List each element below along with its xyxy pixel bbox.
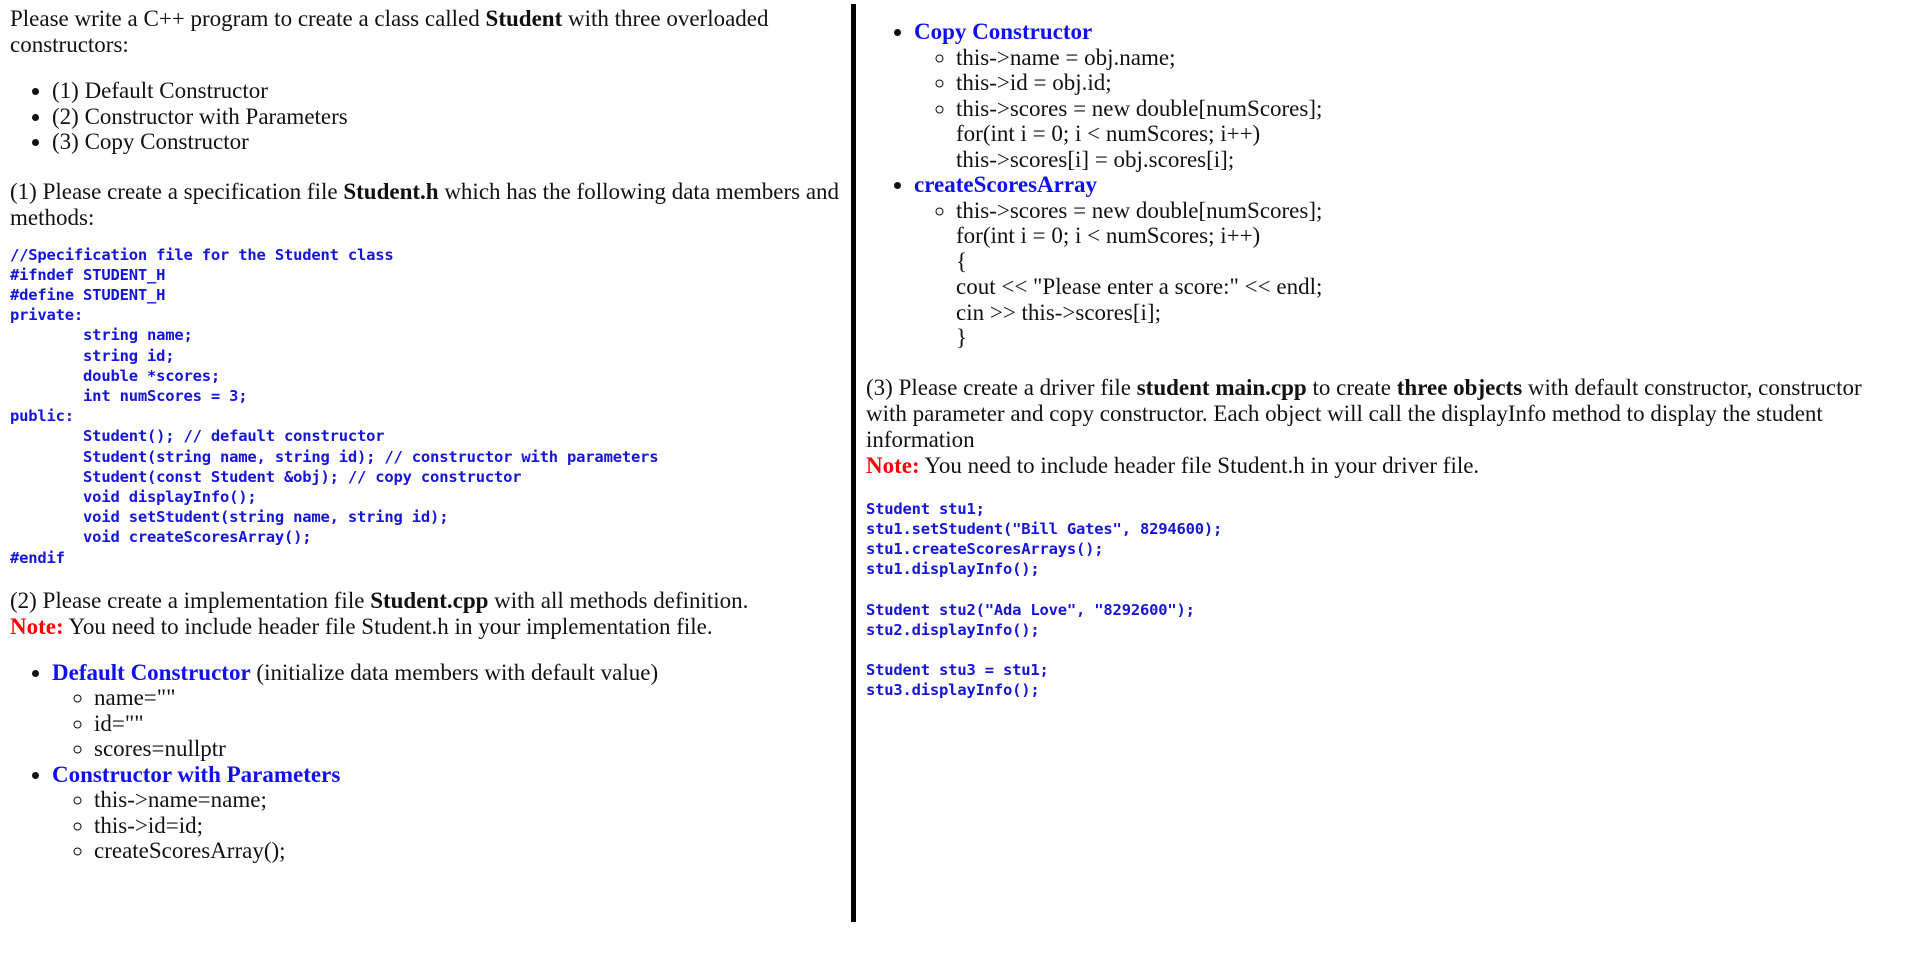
list-item: this->scores[i] = obj.scores[i]; bbox=[956, 146, 1235, 172]
constructor-details-list bbox=[866, 19, 1906, 351]
note-label: Note: bbox=[866, 452, 920, 478]
step1-text: (1) Please create a specification file Student.h which has the following data members and methods: bbox=[10, 178, 840, 230]
right-column bbox=[866, 0, 1906, 701]
list-item: for(int i = 0; i < numScores; i++) bbox=[956, 121, 1261, 146]
param-constructor-title: Constructor with Parameters bbox=[52, 761, 341, 787]
list-item: for(int i = 0; i < numScores; i++) bbox=[956, 223, 1261, 248]
create-scores-title: createScoresArray bbox=[914, 172, 1098, 197]
list-item: ◦ name="" bbox=[94, 685, 850, 711]
list-item: ◦ this->name=name; bbox=[94, 787, 850, 813]
list-item: ◦ this->name = obj.name; bbox=[956, 45, 1906, 71]
intro-text: Please write a C++ program to create a class called Student with three overloaded constructors: bbox=[10, 6, 769, 57]
default-constructor-items bbox=[52, 685, 850, 762]
list-item: • (3) Copy Constructor bbox=[52, 129, 850, 155]
step3-text-line2: with parameter and copy constructor. Each object will call the displayInfo method to display the student information bbox=[866, 400, 1823, 452]
list-item: ◦ id="" bbox=[94, 711, 850, 737]
list-item bbox=[914, 172, 1906, 351]
list-item: ◦ createScoresArray(); bbox=[94, 838, 850, 864]
list-item: • (1) Default Constructor bbox=[52, 78, 850, 104]
copy-constructor-title: Copy Constructor bbox=[914, 19, 1093, 44]
list-item: • Default Constructor (initialize data members with default value) ◦ name="" ◦ id="" ◦ scores=nullptr bbox=[52, 660, 850, 762]
copy-constructor-items bbox=[914, 45, 1906, 173]
column-divider bbox=[851, 4, 856, 922]
step3-text: (3) Please create a driver file student main.cpp to create three objects with default constructor, constructor bbox=[866, 374, 1862, 400]
list-item: ◦ scores=nullptr bbox=[94, 736, 850, 762]
list-item: ◦ this->scores = new double[numScores]; bbox=[956, 96, 1906, 122]
list-item: cin >> this->scores[i]; bbox=[956, 299, 1161, 325]
left-column bbox=[10, 0, 850, 864]
list-item: ◦ this->scores = new double[numScores]; bbox=[956, 198, 1906, 224]
param-constructor-items bbox=[52, 787, 850, 864]
list-item: ◦ this->id=id; bbox=[94, 813, 850, 839]
list-item: ◦ this->id = obj.id; bbox=[956, 70, 1906, 96]
constructor-list bbox=[10, 78, 850, 155]
implementation-list bbox=[10, 660, 850, 864]
list-item: { bbox=[956, 248, 968, 274]
note3-text: Note: You need to include header file Student.h in your driver file. bbox=[866, 452, 1480, 478]
class-name: Student bbox=[485, 6, 563, 31]
default-constructor-title: Default Constructor bbox=[52, 659, 251, 685]
step2-text: (2) Please create a implementation file Student.cpp with all methods definition. bbox=[10, 587, 749, 613]
spec-code-block: //Specification file for the Student class #ifndef STUDENT_H #define STUDENT_H private: string name; string id; double *scores; int numScores = 3; public: Student(); // default constructor Student(string name, string id); // constructor with parameters Student(const Student &obj); // copy constructor void displayInfo(); void setStudent(string name, string id); void createScoresArray(); #endif bbox=[10, 245, 659, 567]
list-item: cout << "Please enter a score:" << endl; bbox=[956, 274, 1323, 299]
list-item bbox=[52, 762, 850, 864]
note-label: Note: bbox=[10, 613, 64, 639]
create-scores-items bbox=[914, 198, 1906, 351]
list-item: • (2) Constructor with Parameters bbox=[52, 104, 850, 130]
list-item bbox=[914, 19, 1906, 172]
note2-text: Note: You need to include header file Student.h in your implementation file. bbox=[10, 613, 713, 639]
list-item: } bbox=[956, 325, 968, 350]
driver-code-block: Student stu1; stu1.setStudent("Bill Gates", 8294600); stu1.createScoresArrays(); stu1.displayInfo(); Student stu2("Ada Love", "8292600"); stu2.displayInfo(); Student stu3 = stu1; stu3.displayInfo(); bbox=[866, 499, 1223, 700]
